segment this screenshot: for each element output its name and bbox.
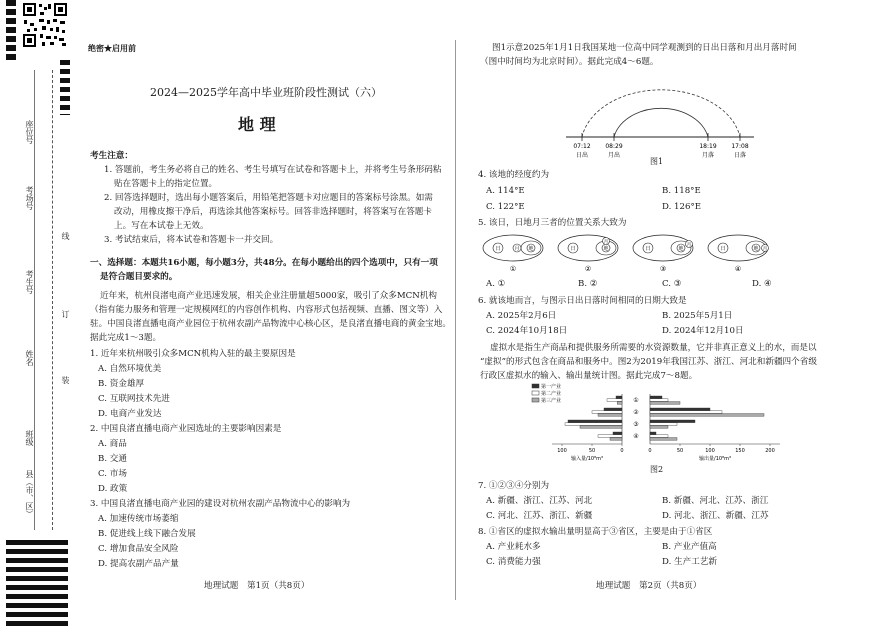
figure-2-virtual-water-chart	[530, 382, 780, 466]
legend-swatch	[532, 384, 539, 388]
passage3-line: “虚拟”的形式包含在商品和服务中。图2为2019年我国江苏、浙江、河北和新疆四个省级	[480, 357, 817, 367]
q5-option-d[interactable]: D. ④	[752, 279, 772, 289]
q5-option-c[interactable]: C. ③	[662, 279, 682, 289]
passage-line: 据此完成1～3题。	[90, 333, 162, 343]
bar-output	[650, 426, 668, 429]
secret-label: 绝密★启用前	[88, 43, 136, 53]
q1-stem: 1. 近年来杭州吸引众多MCN机构入驻的最主要原因是	[90, 349, 296, 359]
x-tick-label: 200	[765, 448, 775, 454]
notice-line: 1. 答题前，考生务必将自己的姓名、考生号填写在试卷和答题卡上，并将考生号条形码粘	[104, 165, 442, 175]
q3-option-a[interactable]: A. 加速传统市场萎缩	[98, 514, 179, 524]
diagram-label-3: ③	[659, 265, 667, 273]
bar-output	[650, 432, 656, 435]
legend-label: 第一产业	[541, 384, 562, 390]
alignment-stripes-top	[6, 0, 16, 60]
x-axis-label-left: 输入量/10⁸m³	[571, 456, 603, 462]
qr-code	[22, 2, 68, 48]
bar-output	[650, 414, 764, 417]
fig1-intro-line: （图中时间均为北京时间）。据此完成4～6题。	[480, 57, 659, 67]
alignment-stripes-bottom	[6, 540, 68, 630]
category-label: ②	[633, 409, 639, 416]
svg-text:月: 月	[762, 247, 768, 252]
passage-line: （指有能力服务和管理一定规模网红的内容创作机构、内容形式包括视频、直播、图文等）入	[90, 305, 443, 315]
sun-arc	[582, 90, 740, 137]
bar-input	[565, 423, 622, 426]
orbit-diagram-1	[483, 235, 543, 273]
q1-option-d[interactable]: D. 电商产业发达	[98, 409, 162, 419]
fig1-intro-line: 图1示意2025年1月1日我国某地一位高中同学观测到的日出日落和月出月落时间	[492, 43, 797, 53]
q3-option-d[interactable]: D. 提高农副产品产量	[98, 559, 179, 569]
seat-label: 座位号	[25, 120, 34, 144]
q4-option-b[interactable]: B. 118°E	[662, 186, 701, 196]
q3-option-c[interactable]: C. 增加食品安全风险	[98, 544, 179, 554]
passage-line: 近年来，杭州良渚电商产业迅速发展，相关企业注册量超5000家，吸引了众多MCN机构	[100, 291, 437, 301]
time-sunrise: 07:12	[573, 143, 591, 150]
bar-input	[592, 411, 622, 414]
label-sunrise: 日出	[575, 152, 589, 159]
label-moonrise: 月出	[607, 152, 621, 159]
svg-text:月: 月	[603, 240, 609, 245]
section-heading-cont: 是符合题目要求的。	[100, 272, 178, 282]
q8-stem: 8. ①省区的虚拟水输出量明显高于③省区，主要是由于①省区	[478, 527, 713, 537]
svg-text:月: 月	[686, 243, 692, 248]
svg-text:地: 地	[528, 246, 534, 252]
q7-option-d[interactable]: D. 河北、浙江、新疆、江苏	[662, 511, 769, 521]
binding-line	[52, 70, 53, 530]
x-tick-label: 0	[648, 448, 652, 454]
svg-text:地: 地	[603, 246, 609, 252]
exam-id-label: 考生号	[25, 270, 34, 294]
q6-option-c[interactable]: C. 2024年10月18日	[486, 326, 568, 336]
class-label: 班级	[25, 430, 34, 446]
bar-output	[650, 408, 710, 411]
legend-swatch	[532, 391, 539, 395]
q5-stem: 5. 该日，日地月三者的位置关系大致为	[478, 218, 627, 228]
q4-option-d[interactable]: D. 126°E	[662, 202, 702, 212]
label-moonset: 月落	[701, 152, 715, 159]
passage-line: 驻。中国良渚直播电商产业园位于杭州农副产品物流中心核心区，是良渚直播电商的黄金宝地。	[90, 319, 451, 329]
q7-option-c[interactable]: C. 河北、江苏、浙江、新疆	[486, 511, 593, 521]
bar-input	[568, 420, 622, 423]
x-tick-label: 150	[735, 448, 745, 454]
q6-option-d[interactable]: D. 2024年12月10日	[662, 326, 744, 336]
cut-mark-ding: 订	[61, 310, 70, 318]
orbit-diagram-2	[558, 235, 618, 273]
q2-option-a[interactable]: A. 商品	[98, 439, 127, 449]
q1-option-a[interactable]: A. 自然环境优美	[98, 364, 162, 374]
svg-text:日: 日	[570, 246, 576, 252]
bar-input	[616, 396, 622, 399]
q8-option-d[interactable]: D. 生产工艺新	[662, 557, 718, 567]
fig2-caption: 图2	[650, 465, 664, 474]
page-divider	[455, 40, 456, 600]
figure-1-sun-moon-arcs	[560, 72, 760, 164]
bar-input	[580, 426, 622, 429]
svg-text:日: 日	[495, 246, 501, 252]
q6-stem: 6. 就该地而言，与图示日出日落时间相同的日期大致是	[478, 296, 687, 306]
category-label: ①	[633, 397, 639, 404]
q8-option-b[interactable]: B. 产业产值高	[662, 542, 717, 552]
bar-input	[617, 402, 622, 405]
q5-option-a[interactable]: A. ①	[486, 279, 506, 289]
notice-title: 考生注意：	[90, 151, 133, 161]
diagram-label-4: ④	[734, 265, 742, 273]
time-moonset: 18:19	[699, 143, 717, 150]
category-label: ③	[633, 421, 639, 428]
category-label: ④	[633, 433, 639, 440]
page-footer-right: 地理试题 第2页（共8页）	[596, 581, 702, 591]
legend-swatch	[532, 398, 539, 402]
q2-option-c[interactable]: C. 市场	[98, 469, 127, 479]
notice-line: 上。写在本试卷上无效。	[114, 221, 209, 231]
notice-line: 改动，用橡皮擦干净后，再选涂其他答案标号。回答非选择题时，将答案写在答题卡	[114, 207, 432, 217]
orbit-diagram-4	[708, 235, 769, 273]
cut-mark-zhuang: 装	[61, 376, 70, 384]
county-label: 县（市、区）	[25, 470, 34, 518]
q5-option-b[interactable]: B. ②	[578, 279, 598, 289]
bar-input	[604, 408, 622, 411]
time-moonrise: 08:29	[605, 143, 623, 150]
bar-output	[650, 438, 677, 441]
q7-option-a[interactable]: A. 新疆、浙江、江苏、河北	[486, 496, 593, 506]
alignment-stripes-right-top	[60, 60, 70, 115]
q2-option-d[interactable]: D. 政策	[98, 484, 128, 494]
bar-input	[610, 438, 622, 441]
cut-mark-xian: 线	[61, 232, 70, 240]
diagram-label-2: ②	[584, 265, 592, 273]
q4-stem: 4. 该地的经度约为	[478, 170, 550, 180]
q4-option-a[interactable]: A. 114°E	[486, 186, 525, 196]
bar-output	[650, 402, 680, 405]
bar-input	[598, 414, 622, 417]
passage3-line: 行政区虚拟水的输入、输出量统计图。据此完成7～8题。	[480, 371, 698, 381]
section-heading: 一、选择题：本题共16小题，每小题3分，共48分。在每小题给出的四个选项中，只有一项	[90, 258, 438, 268]
notice-line: 2. 回答选择题时，选出每小题答案后，用铅笔把答题卡对应题目的答案标号涂黑。如需	[104, 193, 433, 203]
x-tick-label: 0	[620, 448, 624, 454]
q3-stem: 3. 中国良渚直播电商产业园的建设对杭州农副产品物流中心的影响为	[90, 499, 351, 509]
exam-title: 2024—2025学年高中毕业班阶段性测试（六）	[150, 86, 382, 99]
q8-option-a[interactable]: A. 产业耗水多	[486, 542, 541, 552]
bar-input	[598, 435, 622, 438]
name-label: 姓名	[25, 350, 34, 366]
binding-margin	[0, 0, 80, 630]
svg-text:地: 地	[753, 246, 759, 252]
bar-output	[650, 396, 662, 399]
notice-line: 3. 考试结束后，将本试卷和答题卡一并交回。	[104, 235, 279, 245]
q6-option-a[interactable]: A. 2025年2月6日	[486, 311, 557, 321]
bar-input	[613, 432, 622, 435]
q4-option-c[interactable]: C. 122°E	[486, 202, 525, 212]
diagram-label-1: ①	[509, 265, 517, 273]
passage3-line: 虚拟水是指生产商品和提供服务所需要的水资源数量，它并非真正意义上的水，而是以	[490, 343, 817, 353]
q1-option-c[interactable]: C. 互联网技术先进	[98, 394, 170, 404]
orbit-diagram-3	[633, 235, 693, 273]
q1-option-b[interactable]: B. 资金雄厚	[98, 379, 145, 389]
q5-orbit-diagrams	[478, 230, 778, 274]
bar-output	[650, 399, 668, 402]
svg-text:地: 地	[678, 246, 684, 252]
bar-output	[650, 420, 695, 423]
notice-line: 贴在答题卡上的指定位置。	[114, 179, 218, 189]
x-tick-label: 50	[588, 448, 596, 454]
legend-label: 第二产业	[541, 391, 562, 397]
x-axis-label-right: 输出量/10⁸m³	[699, 456, 731, 462]
svg-text:日: 日	[720, 246, 726, 252]
subject-title: 地 理	[238, 115, 276, 134]
bar-output	[650, 411, 722, 414]
x-tick-label: 100	[705, 448, 715, 454]
fig1-caption: 图1	[650, 157, 664, 166]
q7-stem: 7. ①②③④分别为	[478, 481, 550, 491]
page-footer-left: 地理试题 第1页（共8页）	[204, 581, 310, 591]
q2-option-b[interactable]: B. 交通	[98, 454, 127, 464]
q2-stem: 2. 中国良渚直播电商产业园选址的主要影响因素是	[90, 424, 282, 434]
legend-label: 第三产业	[541, 398, 562, 404]
moon-arc	[614, 108, 708, 137]
q3-option-b[interactable]: B. 促进线上线下融合发展	[98, 529, 196, 539]
label-sunset: 日落	[733, 152, 747, 159]
bar-input	[607, 399, 622, 402]
q6-option-b[interactable]: B. 2025年5月1日	[662, 311, 733, 321]
svg-text:日: 日	[645, 246, 651, 252]
bar-output	[650, 435, 668, 438]
bar-output	[650, 423, 677, 426]
svg-text:月: 月	[514, 246, 520, 252]
time-sunset: 17:08	[731, 143, 749, 150]
x-tick-label: 100	[557, 448, 567, 454]
exam-room-label: 考场号	[25, 186, 34, 210]
q7-option-b[interactable]: B. 新疆、河北、江苏、浙江	[662, 496, 769, 506]
q8-option-c[interactable]: C. 消费能力强	[486, 557, 541, 567]
x-tick-label: 50	[676, 448, 684, 454]
